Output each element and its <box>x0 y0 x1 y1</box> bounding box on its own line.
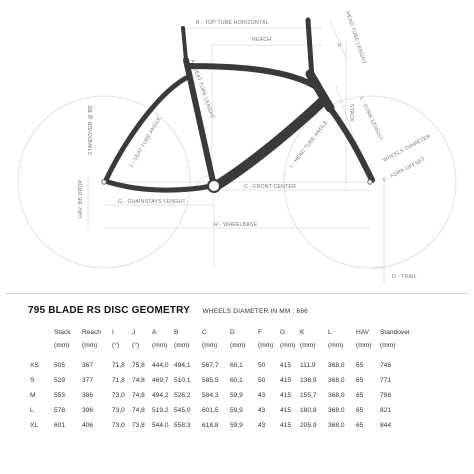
dimension-lines <box>88 20 386 284</box>
table-cell: 584,3 <box>202 392 219 399</box>
table-cell: 526,2 <box>174 392 191 399</box>
column-unit: (mm) <box>174 342 190 349</box>
label-standover: STANDOVER @ BB <box>88 105 94 155</box>
table-cell: 505 <box>54 362 66 369</box>
label-j-seat-tube-angle: J - SEAT TUBE ANGLE <box>128 115 163 169</box>
table-cell: 578 <box>54 407 66 414</box>
column-unit: (°) <box>132 342 140 349</box>
table-cell: 111,9 <box>300 362 316 369</box>
table-cell: 415 <box>280 362 292 369</box>
table-cell: 155,7 <box>300 392 317 399</box>
column-unit: (°) <box>112 342 120 349</box>
column-unit: (mm) <box>280 342 296 349</box>
table-cell: 50 <box>258 362 266 369</box>
label-head-tube-length: HEAD TUBE LENGHT <box>344 10 367 66</box>
column-unit: (mm) <box>82 342 98 349</box>
table-cell: 444,0 <box>152 362 169 369</box>
table-cell: 618,8 <box>202 422 219 429</box>
table-cell: 396 <box>82 407 94 414</box>
table-cell: 65 <box>356 377 364 384</box>
column-unit: (mm) <box>328 342 344 349</box>
table-title-row <box>28 300 458 316</box>
label-a-seat-tube-length: A - SEAT TUBE LENGHT <box>189 58 216 120</box>
table-body <box>30 352 416 433</box>
column-unit: (mm) <box>152 342 168 349</box>
table-cell: 59,9 <box>230 422 243 429</box>
label-f-fork-offset: F - FORK OFFSET <box>382 156 427 184</box>
table-cell: 43 <box>258 422 266 429</box>
column-header: A <box>152 329 157 336</box>
table-cell: 73,0 <box>112 392 125 399</box>
column-unit: (mm) <box>202 342 218 349</box>
rear-axle <box>102 180 106 184</box>
table-cell: 43 <box>258 392 266 399</box>
column-header: I <box>112 329 114 336</box>
table-cell: 74,8 <box>132 377 145 384</box>
wheels-diameter-note: WHEELS DIAMETER IN MM : 686 <box>202 308 308 315</box>
table-cell: 71,8 <box>112 377 125 384</box>
column-unit: (mm) <box>356 342 372 349</box>
label-h-wheelbase: H - WHEELBASE <box>214 222 258 228</box>
bottom-bracket <box>208 180 220 192</box>
label-b-top-tube: B - TOP TUBE HORIZONTAL <box>196 20 269 26</box>
column-header <box>30 326 54 339</box>
table-row <box>30 352 416 373</box>
column-header: K <box>300 329 305 336</box>
label-hav-bb-drop: HAV. BB DROP <box>78 179 84 218</box>
size-label: XS <box>30 362 39 369</box>
table-cell: 60,1 <box>230 377 243 384</box>
column-unit: (mm) <box>258 342 274 349</box>
table-cell: 367 <box>82 362 94 369</box>
table-cell: 601,5 <box>202 407 219 414</box>
table-cell: 50 <box>258 377 266 384</box>
column-header: Stack <box>54 329 71 336</box>
table-cell: 415 <box>280 392 292 399</box>
label-l-fork-length: L - FORK LENGHT <box>358 96 384 142</box>
column-header: Standover <box>380 329 411 336</box>
label-reach: REACH <box>252 37 272 43</box>
table-cell: 71,8 <box>112 362 125 369</box>
table-cell: 73,8 <box>132 422 145 429</box>
table-row <box>30 388 416 403</box>
size-label: XL <box>30 422 39 429</box>
column-header: Reach <box>82 329 102 336</box>
table-cell: 180,8 <box>300 407 317 414</box>
table-cell: 469,7 <box>152 377 169 384</box>
table-cell: 585,5 <box>202 377 219 384</box>
table-cell: 771 <box>380 377 392 384</box>
table-cell: 798 <box>380 392 392 399</box>
column-unit <box>30 339 54 352</box>
table-cell: 510,1 <box>174 377 191 384</box>
front-axle <box>368 180 372 184</box>
table-cell: 529 <box>54 377 66 384</box>
section-divider <box>6 293 468 294</box>
size-label: S <box>30 377 35 384</box>
stem <box>308 20 312 78</box>
column-unit: (mm) <box>380 342 396 349</box>
table-cell: 558,3 <box>174 422 191 429</box>
table-cell: 136,9 <box>300 377 317 384</box>
label-c-front-center: C - FRONT CENTER <box>244 184 297 190</box>
table-cell: 519,2 <box>152 407 169 414</box>
table-cell: 65 <box>356 362 364 369</box>
table-cell: 368,0 <box>328 392 345 399</box>
table-cell: 65 <box>356 407 364 414</box>
size-label: M <box>30 392 36 399</box>
table-cell: 59,9 <box>230 407 243 414</box>
table-cell: 415 <box>280 407 292 414</box>
table-row <box>30 373 416 388</box>
table-cell: 544,0 <box>152 422 169 429</box>
column-unit: (mm) <box>230 342 246 349</box>
table-cell: 73,0 <box>112 407 125 414</box>
table-cell: 377 <box>82 377 94 384</box>
table-header-row <box>30 326 416 339</box>
table-cell: 494,2 <box>152 392 169 399</box>
label-i-head-tube-angle: I - HEAD TUBE ANGLE <box>288 119 330 170</box>
table-cell: 601 <box>54 422 66 429</box>
column-header: B <box>174 329 179 336</box>
table-cell: 368,0 <box>328 362 345 369</box>
column-header: D <box>230 329 235 336</box>
seat-stay <box>106 76 190 180</box>
table-cell: 567,7 <box>202 362 219 369</box>
label-d-trail: D - TRAIL <box>392 274 417 280</box>
column-header: J <box>132 329 136 336</box>
column-unit: (mm) <box>54 342 70 349</box>
table-row <box>30 403 416 418</box>
chain-stay <box>108 182 212 190</box>
column-unit: (mm) <box>300 342 316 349</box>
seat-post <box>183 28 186 60</box>
table-cell: 748 <box>380 362 392 369</box>
column-header: F <box>258 329 263 336</box>
table-cell: 406 <box>82 422 94 429</box>
label-k: K <box>338 43 342 49</box>
table-cell: 73,0 <box>112 422 125 429</box>
column-header: G <box>280 329 286 336</box>
table-cell: 494,1 <box>174 362 191 369</box>
table-cell: 368,0 <box>328 377 345 384</box>
table-cell: 386 <box>82 392 94 399</box>
table-cell: 74,8 <box>132 392 145 399</box>
top-tube <box>188 66 318 88</box>
column-header: C <box>202 329 207 336</box>
table-cell: 75,8 <box>132 362 145 369</box>
table-cell: 205,9 <box>300 422 317 429</box>
table-cell: 74,8 <box>132 407 145 414</box>
label-g-chainstays: G - CHAINSTAYS LENGHT <box>118 199 186 205</box>
table-cell: 65 <box>356 422 364 429</box>
column-header: L <box>328 329 332 336</box>
table-units-row <box>30 339 416 352</box>
table-cell: 59,9 <box>230 392 243 399</box>
table-cell: 415 <box>280 422 292 429</box>
size-label: L <box>30 407 34 414</box>
table-cell: 368,0 <box>328 422 345 429</box>
geometry-table <box>30 326 416 433</box>
table-row <box>30 418 416 433</box>
label-stack: STACK <box>348 104 354 122</box>
table-cell: 844 <box>380 422 392 429</box>
label-wheels-diameter: WHEELS DIAMETER <box>382 133 432 164</box>
column-header: HAV <box>356 329 370 336</box>
table-cell: 368,0 <box>328 407 345 414</box>
bike-frame <box>106 20 372 190</box>
table-title: 795 BLADE RS DISC GEOMETRY <box>28 305 191 316</box>
table-cell: 415 <box>280 377 292 384</box>
table-cell: 821 <box>380 407 392 414</box>
table-cell: 553 <box>54 392 66 399</box>
table-cell: 545,0 <box>174 407 191 414</box>
table-cell: 60,1 <box>230 362 243 369</box>
table-cell: 65 <box>356 392 364 399</box>
table-cell: 43 <box>258 407 266 414</box>
